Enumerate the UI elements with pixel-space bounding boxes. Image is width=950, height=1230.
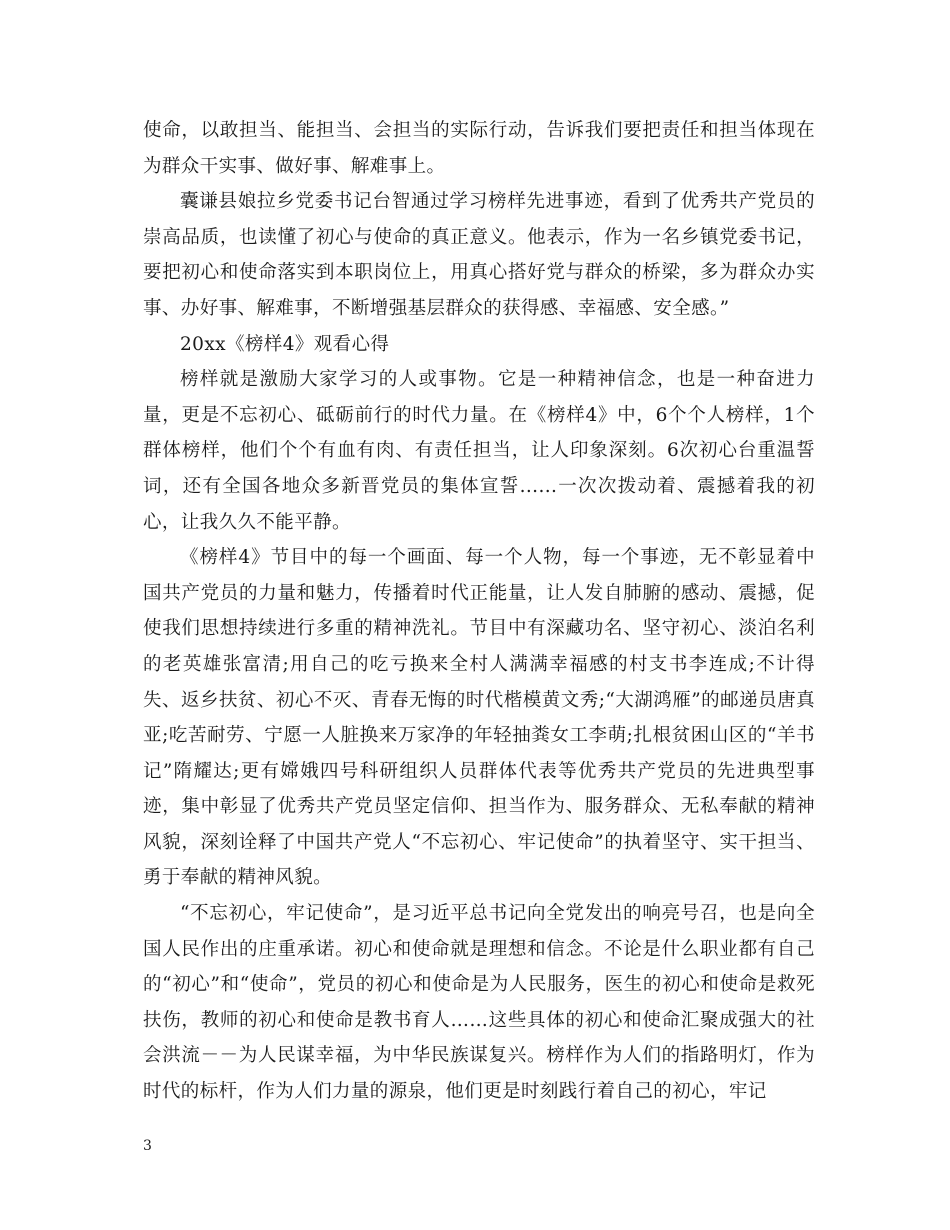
- section-heading: 20xx《榜样4》观看心得: [180, 333, 390, 355]
- paragraph-program-examples: 《榜样4》节目中的每一个画面、每一个人物，每一个事迹，无不彰显着中国共产党员的力量和魅力，传播着时代正能量，让人发自肺腑的感动、震撼，促使我们思想持续进行多重的精神洗礼。节目中有深藏功名、坚守初心、淡泊名利的老英雄张富清;用自己的吃亏换来全村人满满幸福感的村支书李连成;不计得失、返乡扶贫、初心不灭、青春无悔的时代楷模黄文秀;“大湖鸿雁”的邮递员唐真亚;吃苦耐劳、宁愿一人脏换来万家净的年轻抽粪女工李萌;扎根贫困山区的“羊书记”隋耀达;更有嫦娥四号科研组织人员群体代表等优秀共产党员的先进典型事迹，集中彰显了优秀共产党员坚定信仰、担当作为、服务群众、无私奉献的精神风貌，深刻诠释了中国共产党人“不忘初心、牢记使命”的执着坚守、实干担当、勇于奉献的精神风貌。: [143, 547, 815, 889]
- paragraph-role-models-intro: 榜样就是激励大家学习的人或事物。它是一种精神信念，也是一种奋进力量，更是不忘初心、砥砺前行的时代力量。在《榜样4》中，6个个人榜样，1个群体榜样，他们个个有血有肉、有责任担当，让人印象深刻。6次初心台重温誓词，还有全国各地众多新晋党员的集体宣誓......一次次拨动着、震撼着我的初心，让我久久不能平静。: [143, 369, 815, 533]
- document-body: [143, 113, 815, 1110]
- paragraph-continuation: 使命，以敢担当、能担当、会担当的实际行动，告诉我们要把责任和担当体现在为群众干实事、做好事、解难事上。: [143, 120, 815, 177]
- paragraph-original-mission: “不忘初心，牢记使命”，是习近平总书记向全党发出的响亮号召，也是向全国人民作出的庄重承诺。初心和使命就是理想和信念。不论是什么职业都有自己的“初心”和“使命”，党员的初心和使命是为人民服务，医生的初心和使命是救死扶伤，教师的初心和使命是教书育人……这些具体的初心和使命汇聚成强大的社会洪流－－为人民谋幸福，为中华民族谋复兴。榜样作为人们的指路明灯，作为时代的标杆，作为人们力量的源泉，他们更是时刻践行着自己的初心，牢记: [143, 903, 815, 1103]
- paragraph-taizhi-statement: 囊谦县娘拉乡党委书记台智通过学习榜样先进事迹，看到了优秀共产党员的崇高品质，也读懂了初心与使命的真正意义。他表示，作为一名乡镇党委书记，要把初心和使命落实到本职岗位上，用真心搭好党与群众的桥梁，多为群众办实事、办好事、解难事，不断增强基层群众的获得感、幸福感、安全感。”: [143, 191, 815, 319]
- page-number: 3: [143, 1138, 152, 1154]
